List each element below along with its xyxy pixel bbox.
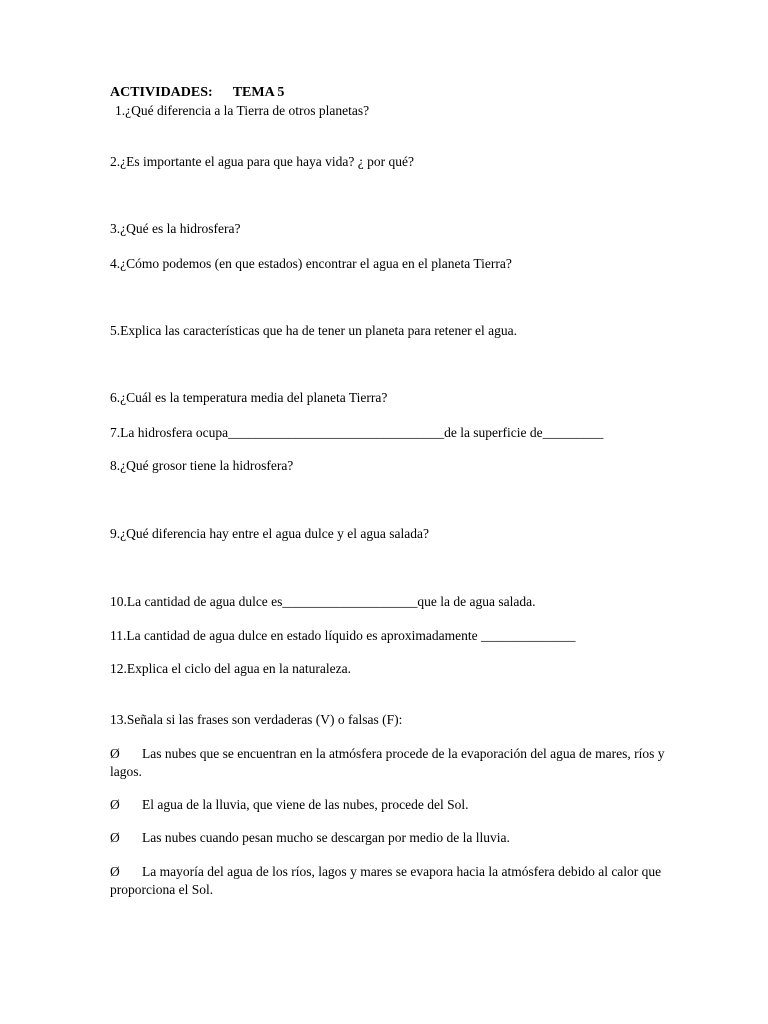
statement-text: Las nubes que se encuentran en la atmósfera procede de la evaporación del agua de mares, ríos y lagos.: [110, 746, 665, 779]
question-2: 2.¿Es importante el agua para que haya vida? ¿ por qué?: [110, 154, 414, 169]
heading-activities: ACTIVIDADES:: [110, 85, 213, 100]
worksheet-heading: [110, 84, 284, 102]
statement-text: La mayoría del agua de los ríos, lagos y mares se evapora hacia la atmósfera debido al calor que proporciona el Sol.: [110, 864, 662, 897]
question-4: 4.¿Cómo podemos (en que estados) encontrar el agua en el planeta Tierra?: [110, 256, 512, 271]
question-10: 10.La cantidad de agua dulce es____________________que la de agua salada.: [110, 594, 536, 609]
statement-1: [110, 745, 670, 781]
bullet-icon: Ø: [110, 830, 120, 845]
statement-3: [110, 829, 670, 847]
statement-4: [110, 863, 670, 899]
heading-tema: TEMA 5: [232, 85, 285, 100]
question-11: 11.La cantidad de agua dulce en estado líquido es aproximadamente ______________: [110, 628, 576, 643]
statement-text: El agua de la lluvia, que viene de las nubes, procede del Sol.: [142, 797, 469, 812]
question-1: 1.¿Qué diferencia a la Tierra de otros planetas?: [115, 103, 370, 118]
question-3: 3.¿Qué es la hidrosfera?: [110, 221, 241, 236]
bullet-icon: Ø: [110, 864, 120, 879]
question-7: 7.La hidrosfera ocupa________________________________de la superficie de_________: [110, 425, 604, 440]
bullet-icon: Ø: [110, 797, 120, 812]
statement-text: Las nubes cuando pesan mucho se descargan por medio de la lluvia.: [142, 830, 510, 845]
question-13: 13.Señala si las frases son verdaderas (V) o falsas (F):: [110, 712, 403, 727]
statement-2: [110, 796, 670, 814]
question-5: 5.Explica las características que ha de tener un planeta para retener el agua.: [110, 323, 518, 338]
question-9: 9.¿Qué diferencia hay entre el agua dulce y el agua salada?: [110, 526, 429, 541]
bullet-icon: Ø: [110, 746, 120, 761]
question-8: 8.¿Qué grosor tiene la hidrosfera?: [110, 458, 294, 473]
question-6: 6.¿Cuál es la temperatura media del planeta Tierra?: [110, 390, 388, 405]
question-12: 12.Explica el ciclo del agua en la naturaleza.: [110, 661, 352, 676]
